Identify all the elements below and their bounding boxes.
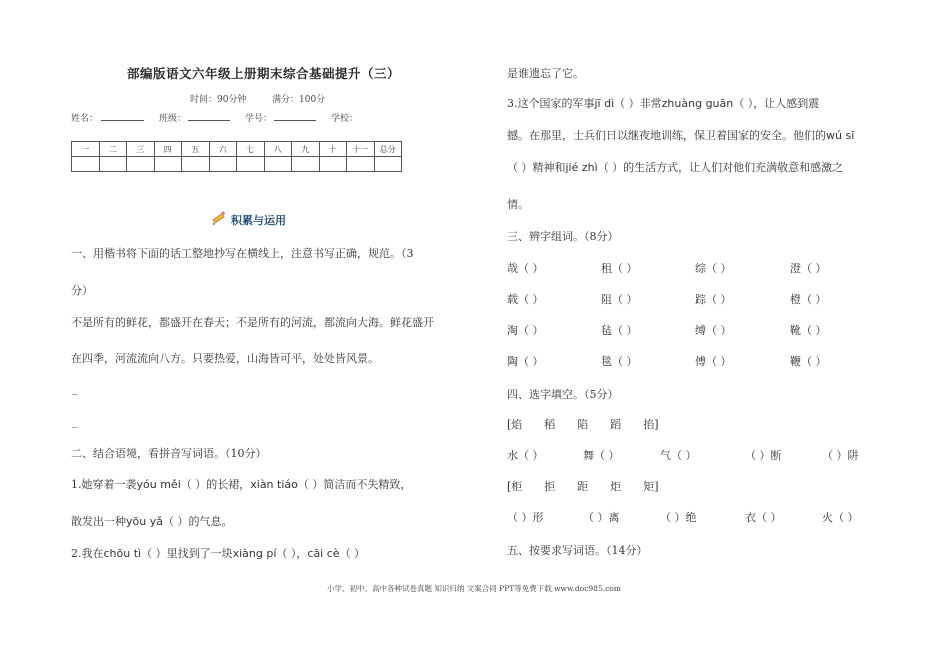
score-header-cell: 三 [127, 142, 155, 157]
score-cell[interactable] [264, 157, 292, 172]
answer-blank[interactable]: （ ） [612, 324, 638, 337]
q2-item-3-line2 [507, 127, 854, 143]
pinyin: wú sī [826, 129, 855, 142]
char-item [601, 353, 638, 369]
score-header-cell: 六 [209, 142, 237, 157]
fill-blank-item[interactable]: （ ）断 [745, 449, 782, 462]
score-cell[interactable] [374, 157, 402, 172]
char-label: 毡 [601, 324, 612, 337]
score-header-cell: 二 [99, 142, 127, 157]
footer-text: 小学、初中、高中各种试卷真题 知识归纳 文案合同 PPT等免费下载 www.doc985.com [327, 584, 621, 593]
q2-item-2-line1 [71, 545, 365, 561]
q2-item-3-line3 [507, 159, 843, 175]
score-cell[interactable] [319, 157, 347, 172]
continued-line: 是谁遗忘了它。 [507, 67, 584, 80]
class-label: 班级： [159, 114, 187, 124]
char-item [695, 353, 732, 369]
q4-heading: 四、选字填空。（5分） [507, 388, 619, 401]
char-label: 阻 [601, 293, 612, 306]
char-item [507, 260, 544, 276]
char-item [507, 291, 544, 307]
score-cell[interactable] [292, 157, 320, 172]
char-label: 鞭 [790, 355, 801, 368]
fill-blank-item[interactable]: （ ）绝 [660, 511, 697, 524]
pinyin: xiàng pí [232, 547, 277, 560]
char-item [695, 260, 732, 276]
name-field[interactable] [101, 110, 144, 121]
class-field[interactable] [188, 110, 230, 121]
q2-item-3-line1 [507, 95, 819, 111]
answer-blank[interactable]: （ ）简洁而不失精致， [297, 478, 412, 491]
id-label: 学号： [245, 114, 273, 124]
q2-heading: 二、结合语境，看拼音写词语。（10分） [71, 447, 267, 460]
answer-blank[interactable]: （ ） [339, 547, 366, 560]
answer-blank[interactable]: （ ） [612, 355, 638, 368]
q1-passage-line2: 在四季，河流流向八方。只要热爱，山海皆可平，处处皆风景。 [71, 352, 379, 365]
copy-line-2[interactable]: _ [72, 415, 78, 428]
score-header-cell: 十一 [347, 142, 375, 157]
q2-item-3-line4: 情。 [507, 198, 529, 211]
q5-heading: 五、按要求写词语。（14分） [507, 544, 648, 557]
score-table-value-row [72, 157, 402, 172]
text: 1.她穿着一袭 [71, 478, 137, 491]
section-banner: 积累与运用 [231, 214, 286, 227]
score-header-cell: 十 [319, 142, 347, 157]
char-label: 毯 [601, 355, 612, 368]
q1-heading-line1: 一、用楷书将下面的话工整地抄写在横线上，注意书写正确，规范。（3 [71, 247, 414, 260]
fill-blank-item[interactable]: 火（ ） [822, 511, 859, 524]
answer-blank[interactable]: （ ） [612, 262, 638, 275]
answer-blank[interactable]: （ ） [706, 324, 732, 337]
char-item [790, 322, 827, 338]
score-header-cell: 一 [72, 142, 100, 157]
text: 撼。在那里，士兵们日以继夜地训练，保卫着国家的安全。他们的 [507, 129, 826, 142]
school-label: 学校： [331, 114, 359, 124]
score-cell[interactable] [154, 157, 182, 172]
fill-blank-item[interactable]: 气（ ） [660, 449, 697, 462]
char-label: 陶 [507, 355, 518, 368]
char-item [790, 353, 827, 369]
char-item [507, 353, 544, 369]
answer-blank[interactable]: （ ）的气息。 [162, 515, 233, 528]
answer-blank[interactable]: （ ） [518, 262, 544, 275]
score-cell[interactable] [182, 157, 210, 172]
text: 散发出一种 [71, 515, 126, 528]
char-item [601, 291, 638, 307]
answer-blank[interactable]: （ ）里找到了一块 [141, 547, 233, 560]
score-header-cell: 九 [292, 142, 320, 157]
score-table-header-row [72, 142, 402, 157]
char-label: 淘 [507, 324, 518, 337]
answer-blank[interactable]: （ ） [706, 293, 732, 306]
fill-blank-item[interactable]: 水（ ） [507, 449, 544, 462]
char-item [507, 322, 544, 338]
char-set-1: [焰 稻 陷 蹈 掐] [507, 418, 659, 431]
answer-blank[interactable]: （ ） [801, 262, 827, 275]
answer-blank[interactable]: （ ） [518, 355, 544, 368]
char-item [695, 322, 732, 338]
answer-blank[interactable]: （ ） [801, 355, 827, 368]
char-label: 综 [695, 262, 706, 275]
char-label: 踪 [695, 293, 706, 306]
answer-blank[interactable]: （ ）的生活方式，让人们对他们充满敬意和感激之 [597, 161, 844, 174]
char-label: 载 [507, 293, 518, 306]
pinyin: chōu tì [103, 547, 142, 560]
answer-blank[interactable]: （ ） [706, 355, 732, 368]
score-header-cell: 七 [237, 142, 265, 157]
char-label: 缚 [695, 324, 706, 337]
fill-blank-item[interactable]: （ ）阱 [822, 449, 859, 462]
id-field[interactable] [274, 110, 316, 121]
answer-blank[interactable]: （ ） [518, 293, 544, 306]
fill-blank-item[interactable]: （ ）形 [507, 511, 544, 524]
answer-blank[interactable]: （ ） [518, 324, 544, 337]
pinyin: yóu měi [136, 478, 181, 491]
q3-heading: 三、辨字组词。（8分） [507, 230, 619, 243]
answer-blank[interactable]: （ ） [612, 293, 638, 306]
fill-blank-item[interactable]: 舞（ ） [583, 449, 620, 462]
score-cell[interactable] [209, 157, 237, 172]
char-label: 傅 [695, 355, 706, 368]
char-item [601, 322, 638, 338]
answer-blank[interactable]: （ ）， [276, 547, 308, 560]
char-item [695, 291, 732, 307]
score-cell[interactable] [72, 157, 100, 172]
char-item [790, 260, 827, 276]
answer-blank[interactable]: （ ） [801, 293, 827, 306]
pinyin: xiàn tiáo [250, 478, 298, 491]
score-cell[interactable] [99, 157, 127, 172]
pinyin: yōu yǎ [126, 515, 163, 528]
score-label: 满分：100分 [272, 95, 326, 105]
char-label: 租 [601, 262, 612, 275]
q2-item-1-line1 [71, 476, 411, 492]
answer-blank[interactable]: （ ），让人感到震 [733, 97, 820, 110]
char-item [601, 260, 638, 276]
text: 3.这个国家的军事 [507, 97, 595, 110]
char-item [790, 291, 827, 307]
score-table [71, 141, 402, 172]
answer-blank[interactable]: （ ）的长裙， [180, 478, 251, 491]
copy-line-1[interactable]: _ [72, 382, 78, 395]
answer-blank[interactable]: （ ） [706, 262, 732, 275]
q1-heading-line2: 分） [71, 284, 93, 297]
score-header-cell: 四 [154, 142, 182, 157]
fill-blank-item[interactable]: （ ）离 [583, 511, 620, 524]
score-header-cell: 总分 [374, 142, 402, 157]
text: 2.我在 [71, 547, 104, 560]
time-label: 时间：90分钟 [190, 95, 247, 105]
pinyin: zhuàng guān [661, 97, 734, 110]
score-header-cell: 五 [182, 142, 210, 157]
q1-passage-line1: 不是所有的鲜花，都盛开在春天；不是所有的河流，都流向大海。鲜花盛开 [71, 316, 434, 329]
page-title: 部编版语文六年级上册期末综合基础提升（三） [127, 66, 401, 81]
char-label: 靴 [790, 324, 801, 337]
char-set-2: [柜 拒 距 炬 矩] [507, 480, 659, 493]
name-label: 姓名： [71, 114, 99, 124]
char-label: 橙 [790, 293, 801, 306]
pencil-icon [211, 210, 227, 226]
answer-blank[interactable]: （ ）非常 [614, 97, 662, 110]
answer-blank[interactable]: （ ）精神和 [507, 161, 566, 174]
score-cell[interactable] [347, 157, 375, 172]
pinyin: cāi cè [307, 547, 340, 560]
pinyin: jié zhì [565, 161, 598, 174]
score-cell[interactable] [127, 157, 155, 172]
q2-item-1-line2 [71, 513, 232, 529]
char-label: 哉 [507, 262, 518, 275]
fill-blank-item[interactable]: 衣（ ） [745, 511, 782, 524]
score-cell[interactable] [237, 157, 265, 172]
score-header-cell: 八 [264, 142, 292, 157]
pinyin: jī dì [594, 97, 615, 110]
answer-blank[interactable]: （ ） [801, 324, 827, 337]
char-label: 澄 [790, 262, 801, 275]
